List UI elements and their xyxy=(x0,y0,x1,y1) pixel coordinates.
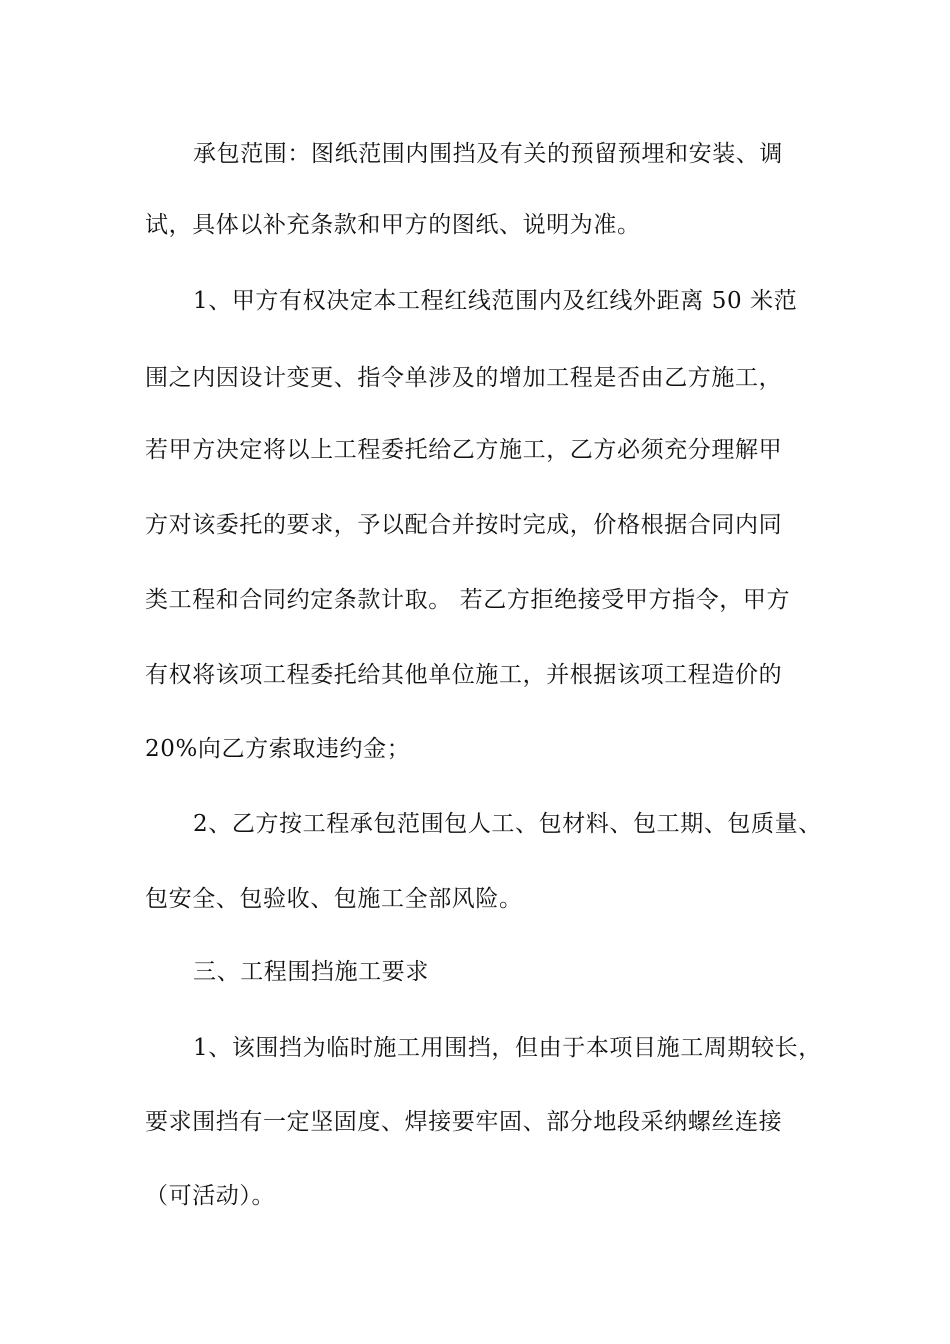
paragraph-line: 方对该委托的要求，予以配合并按时完成，价格根据合同内同 xyxy=(145,512,783,538)
paragraph-line: 承包范围：图纸范围内围挡及有关的预留预埋和安装、调 xyxy=(193,141,783,167)
paragraph-line: 若甲方决定将以上工程委托给乙方施工，乙方必须充分理解甲 xyxy=(145,437,783,463)
paragraph-line: 1、甲方有权决定本工程红线范围内及红线外距离 50 米范 xyxy=(193,288,798,314)
paragraph-line: 2、乙方按工程承包范围包人工、包材料、包工期、包质量、 xyxy=(193,811,822,837)
section-heading: 三、工程围挡施工要求 xyxy=(193,959,429,985)
paragraph-line: 1、该围挡为临时施工用围挡，但由于本项目施工周期较长， xyxy=(193,1035,822,1061)
paragraph-line: 试，具体以补充条款和甲方的图纸、说明为准。 xyxy=(145,212,641,238)
paragraph-line: 围之内因设计变更、指令单涉及的增加工程是否由乙方施工， xyxy=(145,365,783,391)
paragraph-line: 要求围挡有一定坚固度、焊接要牢固、部分地段采纳螺丝连接 xyxy=(145,1109,783,1135)
paragraph-line: 类工程和合同约定条款计取。 若乙方拒绝接受甲方指令，甲方 xyxy=(145,587,791,613)
paragraph-line: （可活动）。 xyxy=(145,1183,276,1209)
paragraph-line: 有权将该项工程委托给其他单位施工，并根据该项工程造价的 xyxy=(145,662,783,688)
paragraph-line: 20%向乙方索取违约金； xyxy=(145,736,411,762)
paragraph-line: 包安全、包验收、包施工全部风险。 xyxy=(145,886,523,912)
